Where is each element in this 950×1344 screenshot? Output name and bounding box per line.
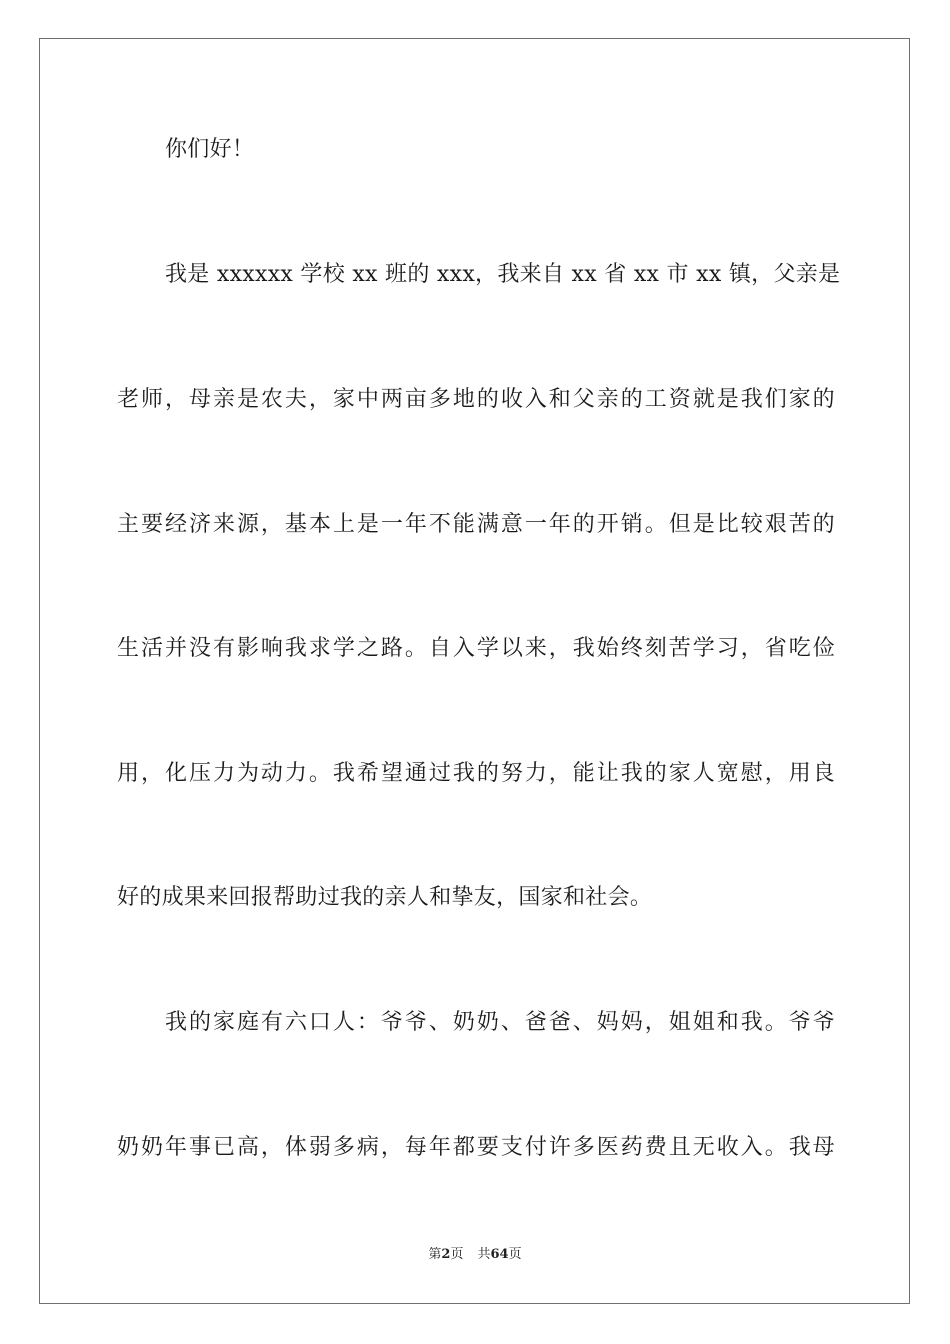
page-footer	[0, 1246, 950, 1264]
page-suffix: 页	[450, 1247, 464, 1262]
paragraph-2-line-1: 我的家庭有六口人：爷爷、奶奶、爸爸、妈妈，姐姐和我。爷爷	[165, 1010, 835, 1035]
paragraph-1-line-4: 生活并没有影响我求学之路。自入学以来，我始终刻苦学习，省吃俭	[117, 636, 835, 661]
paragraph-1-line-5: 用，化压力为动力。我希望通过我的努力，能让我的家人宽慰，用良	[117, 761, 835, 786]
paragraph-1-line-6: 好的成果来回报帮助过我的亲人和挚友，国家和社会。	[117, 885, 653, 910]
greeting-line: 你们好！	[165, 137, 255, 162]
total-prefix: 共	[477, 1247, 491, 1262]
paragraph-1-line-2: 老师，母亲是农夫，家中两亩多地的收入和父亲的工资就是我们家的	[117, 387, 835, 412]
paragraph-2-line-2: 奶奶年事已高，体弱多病，每年都要支付许多医药费且无收入。我母	[117, 1135, 835, 1160]
total-suffix: 页	[508, 1247, 522, 1262]
paragraph-1-line-3: 主要经济来源，基本上是一年不能满意一年的开销。但是比较艰苦的	[117, 512, 835, 537]
total-pages: 64	[490, 1247, 509, 1262]
page-prefix: 第	[428, 1247, 442, 1262]
paragraph-1-line-1: 我是 xxxxxx 学校 xx 班的 xxx，我来自 xx 省 xx 市 xx 镇，父亲是	[165, 262, 841, 287]
page-number: 2	[441, 1247, 451, 1262]
page-border	[39, 38, 910, 1304]
